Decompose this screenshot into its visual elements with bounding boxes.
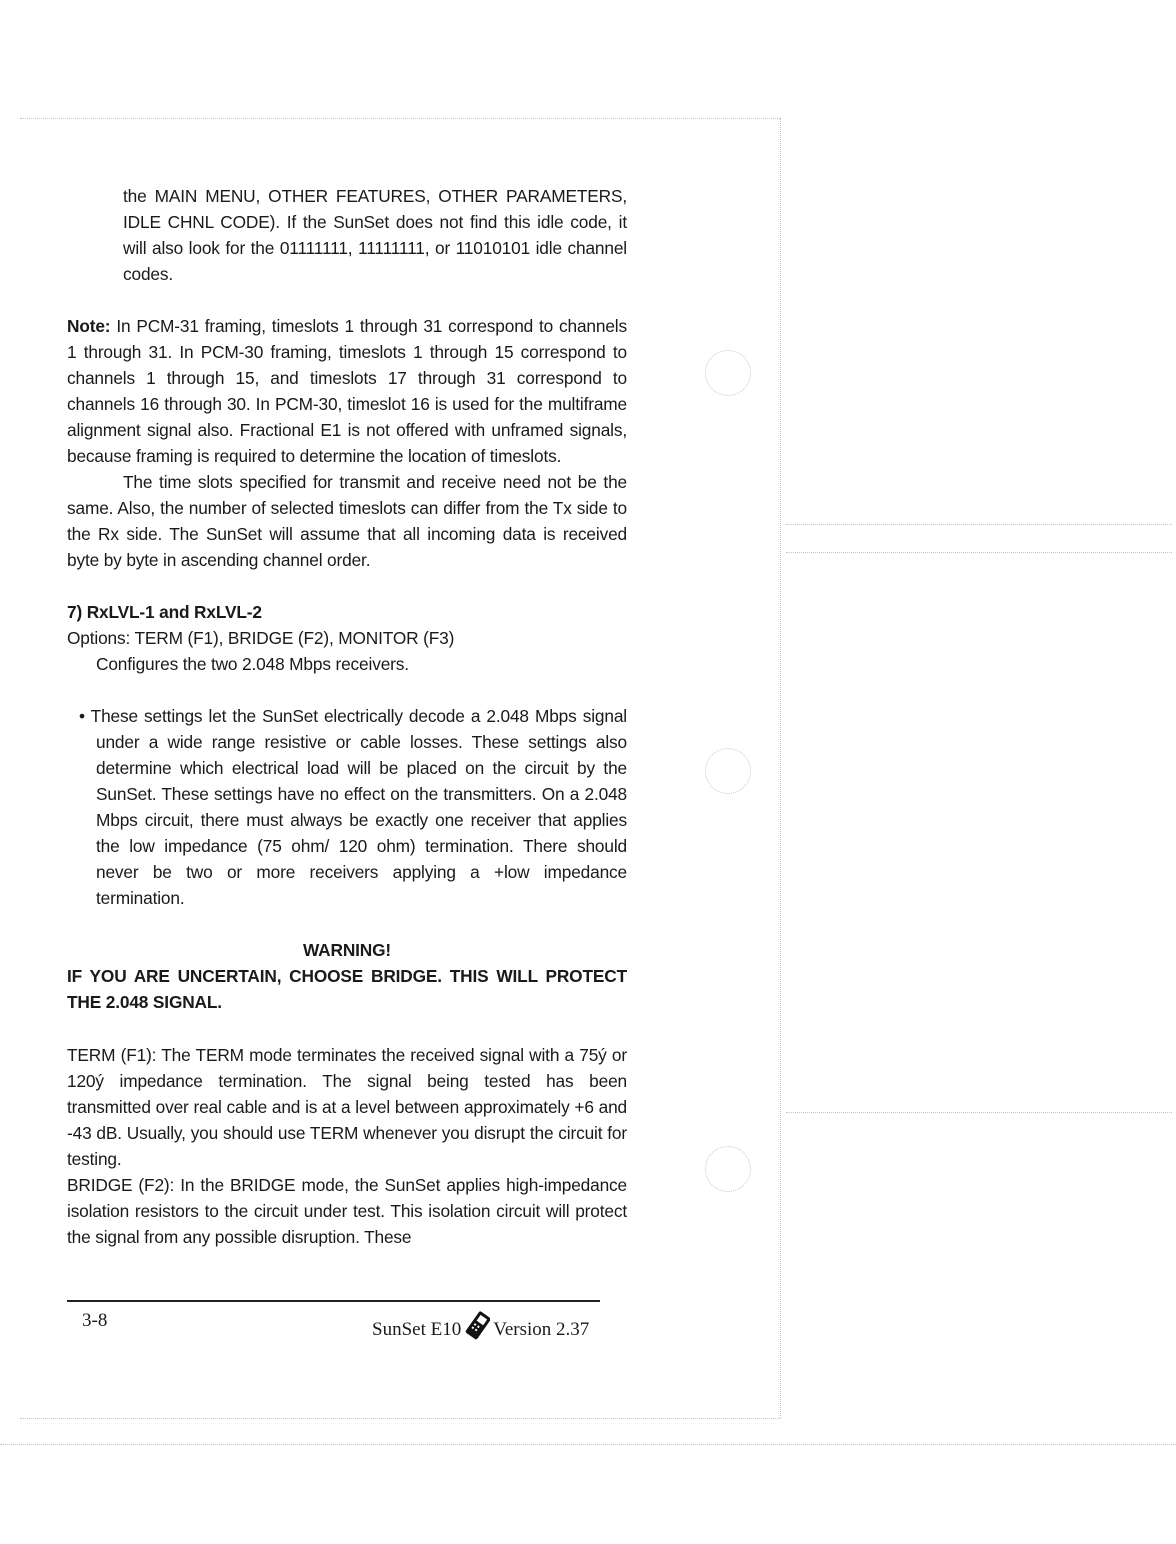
note-label: Note: (67, 316, 111, 336)
note-text: In PCM-31 framing, timeslots 1 through 31 correspond to channels 1 through 31. In PCM-30 framing, timeslots 1 through 15 correspond to channels 1 through 15, and timeslots 17 through 31 correspond to channels 16 through 30. In PCM-30, timeslot 16 is used for the multiframe alignment signal also. Fractional E1 is not offered with unframed signals, because framing is required to determine the location of timeslots. (67, 316, 627, 466)
binder-hole-1 (705, 350, 751, 396)
note-paragraph (67, 313, 627, 469)
page-number: 3-8 (82, 1310, 108, 1331)
sunset-device-icon (464, 1310, 490, 1344)
term-mode-paragraph: TERM (F1): The TERM mode terminates the received signal with a 75ý or 120ý impedance termination. The signal being tested has been transmitted over real cable and is at a level between approximately +6 and -43 dB. Usually, you should use TERM whenever you disrupt the circuit for testing. (67, 1045, 627, 1169)
warning-text: IF YOU ARE UNCERTAIN, CHOOSE BRIDGE. THIS WILL PROTECT THE 2.048 SIGNAL. (67, 966, 627, 1012)
page-footer (82, 1310, 602, 1340)
bridge-mode-paragraph: BRIDGE (F2): In the BRIDGE mode, the SunSet applies high-impedance isolation resistors to the circuit under test. This isolation circuit will protect the signal from any possible disruption. These (67, 1175, 627, 1247)
footer-rule (67, 1300, 600, 1302)
section-description: Configures the two 2.048 Mbps receivers. (96, 654, 409, 674)
margin-dotted-line-1 (786, 524, 1172, 525)
warning-title: WARNING! (302, 940, 392, 960)
version-text: Version 2.37 (493, 1319, 590, 1340)
top-edge-dotted-line (20, 118, 780, 119)
section-options: Options: TERM (F1), BRIDGE (F2), MONITOR (F3) (67, 628, 455, 648)
scan-edge-dotted-line (0, 1444, 1176, 1445)
margin-dotted-line-2 (786, 552, 1172, 553)
timeslot-paragraph: The time slots specified for transmit and receive need not be the same. Also, the number of selected timeslots can differ from the Tx side to the Rx side. The SunSet will assume that all incoming data is received byte by byte in ascending channel order. (67, 472, 627, 570)
section-heading: 7) RxLVL-1 and RxLVL-2 (67, 602, 262, 622)
margin-dotted-line-3 (786, 1112, 1172, 1113)
bullet-paragraph: • These settings let the SunSet electrically decode a 2.048 Mbps signal under a wide range resistive or cable losses. These settings also determine which electrical load will be placed on the circuit by the SunSet. These settings have no effect on the transmitters. On a 2.048 Mbps circuit, there must always be exactly one receiver that applies the low impedance (75 ohm/ 120 ohm) termination. There should never be two or more receivers applying a +low impedance termination. (79, 706, 627, 908)
intro-paragraph: the MAIN MENU, OTHER FEATURES, OTHER PARAMETERS, IDLE CHNL CODE). If the SunSet does not find this idle code, it will also look for the 01111111, 11111111, or 11010101 idle channel codes. (123, 186, 627, 284)
footer-title (372, 1310, 589, 1344)
page-body (67, 183, 627, 1250)
binder-hole-3 (705, 1146, 751, 1192)
binder-hole-2 (705, 748, 751, 794)
product-name: SunSet E10 (372, 1319, 462, 1340)
page-edge-line (780, 118, 781, 1418)
bottom-edge-dotted-line (20, 1418, 780, 1419)
